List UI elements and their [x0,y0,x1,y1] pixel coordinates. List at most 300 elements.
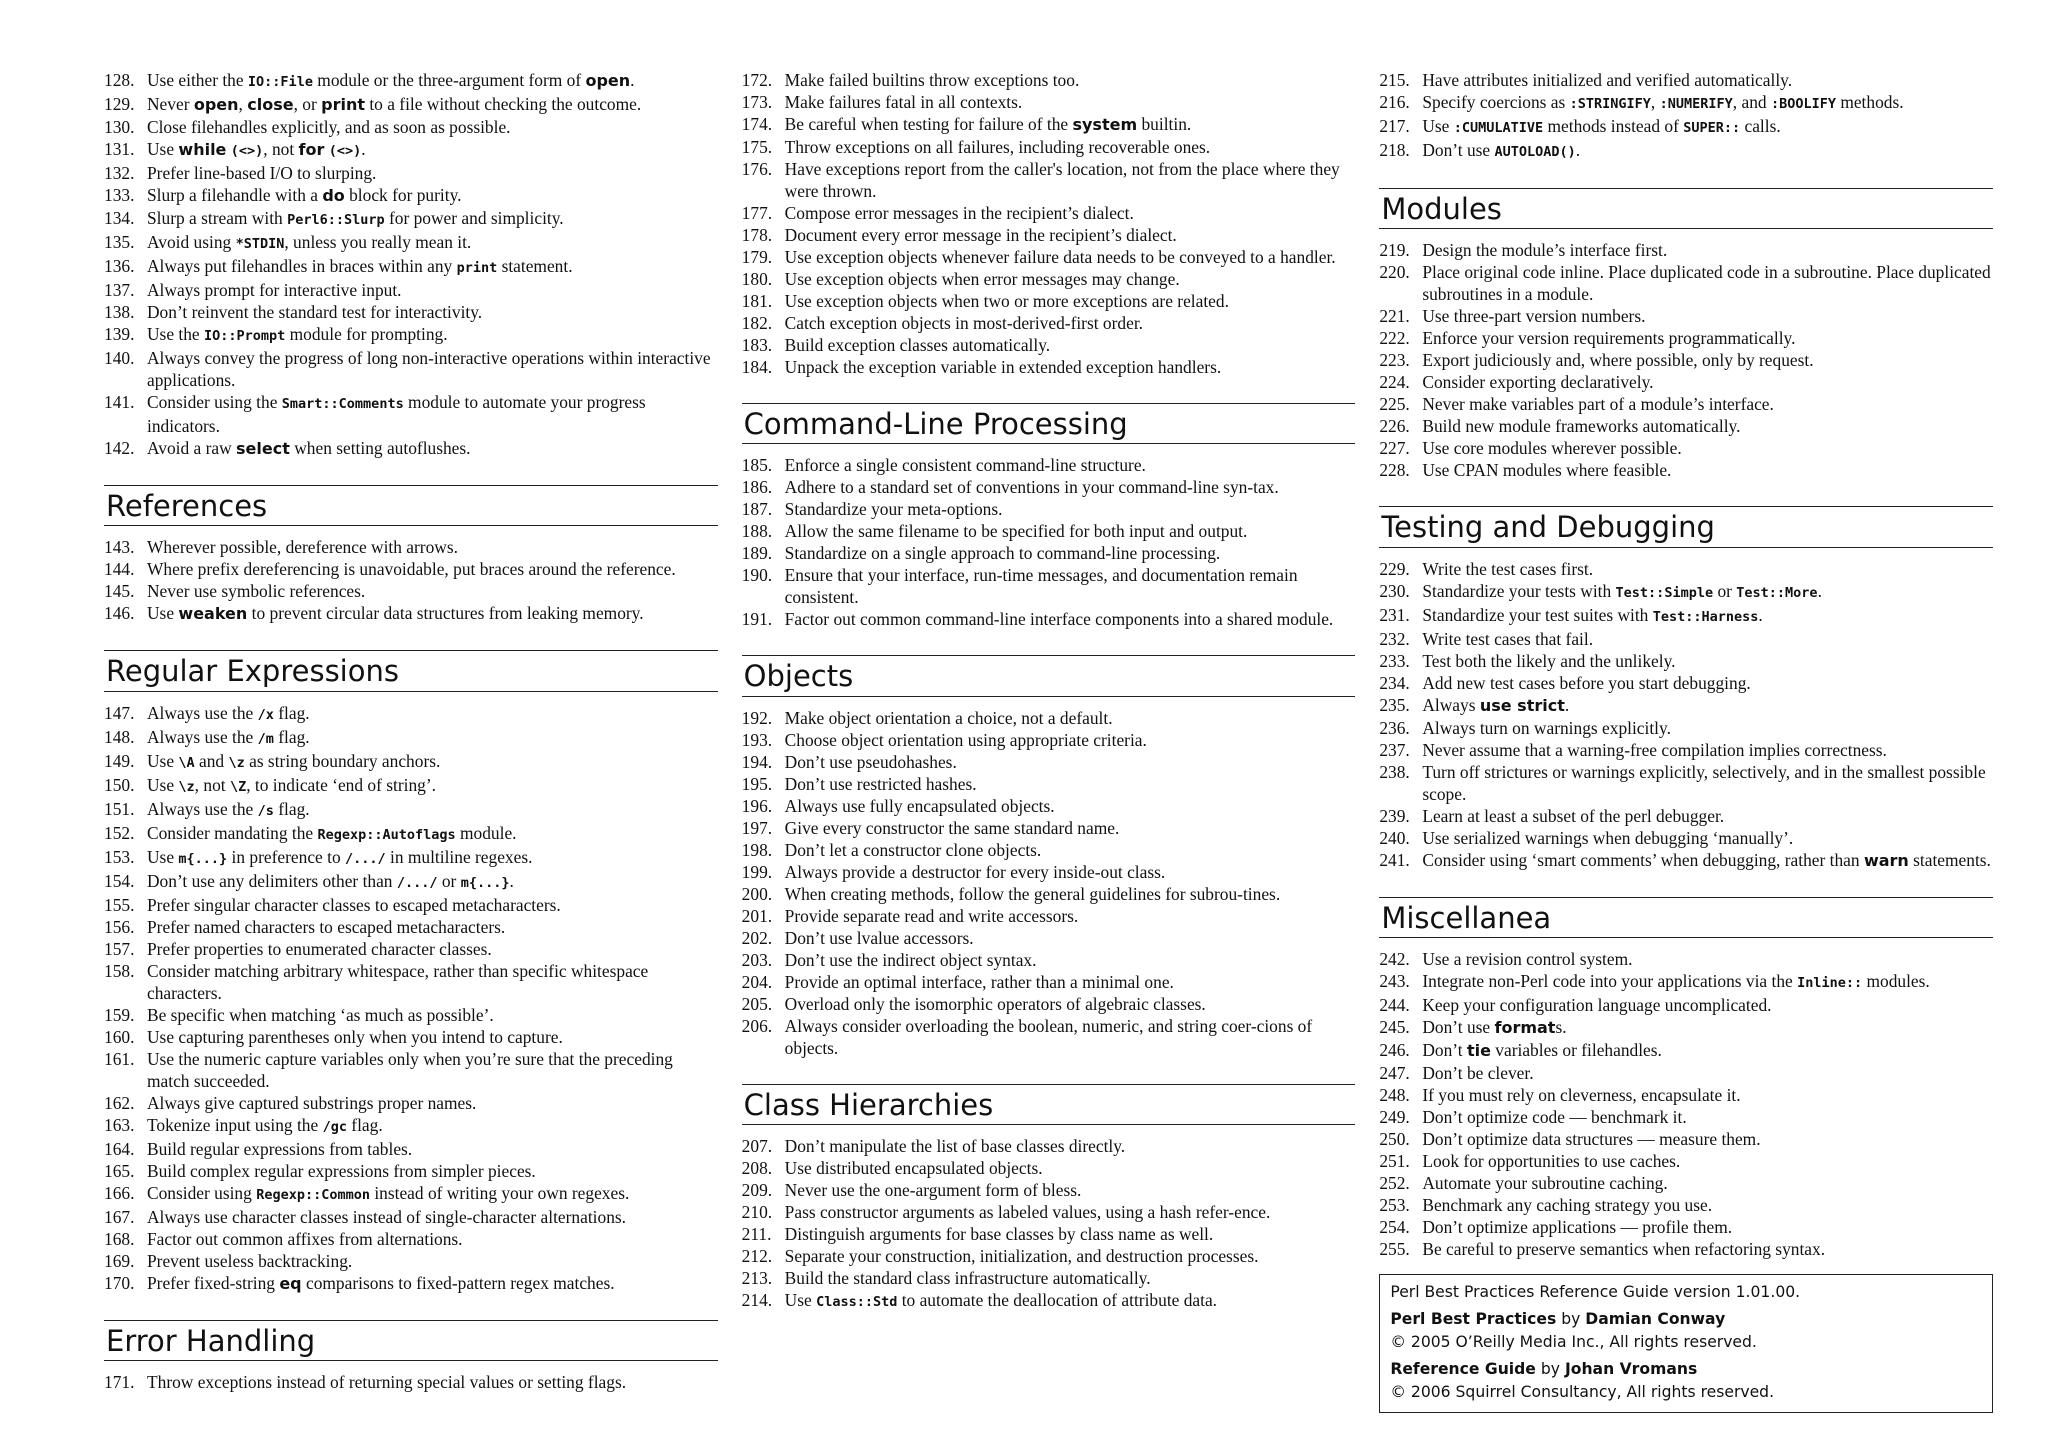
rule-item [1379,1084,1993,1106]
rule-item [742,1245,1356,1267]
rule-item [1379,305,1993,327]
rule-item [1379,261,1993,305]
rule-number: 137. [104,280,135,300]
code-term: /gc [322,1118,347,1135]
keyword: use strict [1479,695,1565,715]
rule-text: Close filehandles explicitly, and as soon as possible. [147,117,511,137]
rule-text: Use either the IO::File module or the three-argument form of open. [147,70,635,90]
rule-text: Consider mandating the Regexp::Autoflags module. [147,822,517,843]
rule-number: 148. [104,726,135,747]
rule-text: Overload only the isomorphic operators of algebraic classes. [784,993,1206,1014]
rule-text: Use exception objects when error messages may change. [784,269,1180,289]
rule-text: Throw exceptions instead of returning special values or setting flags. [147,1372,627,1393]
code-term: \A [178,754,195,771]
rule-number: 189. [741,543,773,564]
rule-item [742,949,1356,971]
rule-number: 192. [741,707,773,728]
guide-copyright: © 2006 Squirrel Consultancy, All rights reserved. [1390,1383,1775,1402]
guide-author: Johan Vromans [1564,1360,1698,1379]
rule-number: 176. [741,159,773,179]
rule-text: Prefer properties to enumerated character classes. [147,938,492,959]
rule-item [1379,827,1993,849]
rule-number: 219. [1379,240,1410,261]
rule-number: 136. [104,256,135,276]
rule-number: 206. [741,1015,773,1036]
rule-number: 143. [104,537,135,558]
rule-number: 160. [104,1026,135,1047]
rule-text: Never assume that a warning-free compilation implies correctness. [1422,739,1887,760]
rule-text: Prefer fixed-string eq comparisons to fixed-pattern regex matches. [147,1272,615,1293]
rule-number: 249. [1379,1107,1410,1128]
rule-number: 135. [104,232,135,252]
rule-item [1379,239,1993,261]
rule-list-continued [104,69,718,460]
rule-text: If you must rely on cleverness, encapsulate it. [1422,1085,1741,1106]
rule-number: 190. [741,565,773,586]
rule-text: When creating methods, follow the general guidelines for subrou-tines. [784,883,1281,904]
rule-number: 246. [1379,1040,1410,1061]
rule-number: 146. [104,603,135,624]
code-term: \Z [229,778,247,795]
code-term: Inline:: [1797,975,1863,992]
rule-item [1379,1238,1993,1260]
code-term: /s [257,802,274,819]
rule-text: Standardize your test suites with Test::Harness. [1422,604,1763,625]
rule-text: Use the numeric capture variables only when you’re sure that the preceding match succeeded. [147,1048,673,1091]
rule-item [104,1114,718,1138]
rule-text: Export judiciously and, where possible, only by request. [1422,350,1814,371]
rule-text: Build the standard class infrastructure automatically. [784,1268,1151,1289]
rule-text: Provide separate read and write accessors. [784,905,1079,926]
rule-list-regular-expressions [104,702,718,1295]
rule-item [742,795,1356,817]
rule-item [742,136,1356,158]
rule-text: Build exception classes automatically. [784,335,1051,355]
rule-text: Write the test cases first. [1422,558,1594,579]
rule-number: 155. [104,894,135,915]
rule-text: Integrate non-Perl code into your applications via the Inline:: modules. [1422,971,1930,992]
code-term: :BOOLIFY [1770,96,1836,112]
rule-item [742,268,1356,290]
rule-number: 217. [1379,116,1410,136]
rule-text: Never make variables part of a module’s interface. [1422,394,1774,415]
rule-item [104,279,718,301]
rule-text: Always use the /m flag. [147,726,310,747]
rule-text: Use three-part version numbers. [1422,306,1646,327]
rule-number: 152. [104,822,135,843]
rule-text: Use :CUMULATIVE methods instead of SUPER:: calls. [1422,116,1781,136]
rule-number: 214. [741,1290,773,1311]
rule-number: 215. [1379,70,1410,90]
rule-item [1379,1172,1993,1194]
rule-number: 147. [104,702,135,723]
rule-text: Use weaken to prevent circular data structures from leaking memory. [147,603,644,624]
rule-text: Use a revision control system. [1422,949,1633,970]
rule-item [104,1228,718,1250]
rule-text: Write test cases that fail. [1422,628,1594,649]
rule-item [1379,91,1993,115]
keyword: select [236,439,290,458]
rule-text: Always use fully encapsulated objects. [784,795,1055,816]
rule-number: 211. [741,1224,772,1245]
rule-text: Use \z, not \Z, to indicate ‘end of string’. [147,774,436,795]
rule-text: Don’t optimize data structures — measure them. [1422,1129,1761,1150]
rule-number: 182. [741,313,773,333]
code-term: Test::Simple [1615,584,1714,601]
rule-number: 197. [741,817,773,838]
rule-item [1379,1062,1993,1084]
rule-item [742,356,1356,378]
rule-item [742,905,1356,927]
rule-text: Document every error message in the recipient’s dialect. [784,225,1177,245]
rule-number: 247. [1379,1063,1410,1084]
rule-number: 234. [1379,672,1410,693]
guide-title: Reference Guide [1390,1360,1536,1379]
rule-item [742,69,1356,91]
rule-text: Use distributed encapsulated objects. [784,1158,1043,1179]
rule-item [104,1182,718,1206]
code-term: /x [257,706,274,723]
rule-number: 133. [104,185,135,205]
rule-item [742,1267,1356,1289]
rule-number: 153. [104,846,135,867]
rule-number: 140. [104,348,135,368]
rule-number: 205. [741,993,773,1014]
rule-text: Don’t optimize applications — profile them. [1422,1217,1733,1238]
rule-number: 142. [104,438,135,458]
rule-text: Don’t use the indirect object syntax. [784,949,1037,970]
rule-number: 156. [104,916,135,937]
rule-number: 183. [741,335,773,355]
rule-text: Use core modules wherever possible. [1422,438,1682,459]
keyword: open [193,95,239,114]
rule-text: Learn at least a subset of the perl debugger. [1422,805,1725,826]
rule-text: Automate your subroutine caching. [1422,1173,1668,1194]
rule-item [104,894,718,916]
rule-text: Consider matching arbitrary whitespace, rather than specific whitespace characters. [147,960,649,1003]
code-term: :STRINGIFY [1569,96,1651,112]
rule-item [104,437,718,460]
rule-number: 132. [104,163,135,183]
rule-text: Enforce your version requirements programmatically. [1422,328,1796,349]
column-right [1379,69,1993,1447]
keyword: do [322,186,345,205]
rule-item [1379,115,1993,139]
rule-number: 251. [1379,1151,1410,1172]
rule-number: 226. [1379,416,1410,437]
rule-number: 159. [104,1004,135,1025]
rule-list-miscellanea [1379,948,1993,1260]
rule-item [742,476,1356,498]
rule-item [742,608,1356,630]
rule-text: Build complex regular expressions from simpler pieces. [147,1160,536,1181]
rule-number: 240. [1379,827,1410,848]
rule-text: Consider using ‘smart comments’ when debugging, rather than warn statements. [1422,849,1991,870]
section-title-regular-expressions: Regular Expressions [104,650,718,691]
code-term: IO::Prompt [204,328,286,344]
rule-text: Consider using the Smart::Comments module to automate your progress indicators. [147,392,646,436]
rule-text: Don’t use pseudohashes. [784,751,957,772]
rule-text: Build regular expressions from tables. [147,1138,413,1159]
rule-text: Use Class::Std to automate the deallocation of attribute data. [784,1290,1218,1311]
rule-number: 253. [1379,1195,1410,1216]
rule-text: Always prompt for interactive input. [147,280,402,300]
rule-text: Don’t let a constructor clone objects. [784,839,1042,860]
rule-text: Pass constructor arguments as labeled values, using a hash refer-ence. [784,1202,1271,1223]
rule-item [1379,994,1993,1016]
section-title-modules: Modules [1379,188,1993,229]
code-term: Test::Harness [1652,608,1759,625]
rule-item [104,255,718,279]
rule-text: Prefer line-based I/O to slurping. [147,163,377,183]
rule-number: 193. [741,729,773,750]
rule-text: Have attributes initialized and verified automatically. [1422,70,1793,90]
rule-number: 201. [741,905,773,926]
rule-text: Use \A and \z as string boundary anchors. [147,750,441,771]
rule-item [1379,459,1993,481]
rule-number: 175. [741,137,773,157]
rule-list-class-hierarchies [742,1135,1356,1313]
rule-number: 228. [1379,460,1410,481]
rule-item [742,91,1356,113]
rule-number: 194. [741,751,773,772]
rule-number: 210. [741,1202,773,1223]
rule-number: 151. [104,798,135,819]
rule-text: Consider using Regexp::Common instead of writing your own regexes. [147,1182,630,1203]
rule-number: 166. [104,1182,135,1203]
rule-text: Always put filehandles in braces within any print statement. [147,256,573,276]
rule-number: 209. [741,1180,773,1201]
rule-number: 171. [104,1372,135,1393]
rule-item [742,1179,1356,1201]
code-term: m{...} [178,850,228,867]
section-title-miscellanea: Miscellanea [1379,897,1993,938]
rule-number: 242. [1379,949,1410,970]
rule-text: Slurp a filehandle with a do block for purity. [147,185,462,205]
rule-item [104,1160,718,1182]
rule-text: Look for opportunities to use caches. [1422,1151,1681,1172]
rule-number: 138. [104,302,135,322]
rule-item [104,391,718,437]
rule-number: 233. [1379,650,1410,671]
rule-text: Make object orientation a choice, not a default. [784,707,1113,728]
code-term: (<>) [328,143,362,159]
rule-text: Catch exception objects in most-derived-first order. [784,313,1144,333]
rule-number: 212. [741,1246,773,1267]
rule-item [104,580,718,602]
rule-text: Always consider overloading the boolean, numeric, and string coer-cions of objects. [784,1015,1313,1058]
rule-item [1379,139,1993,163]
rule-item [1379,672,1993,694]
rule-item [1379,558,1993,580]
rule-text: Avoid using *STDIN, unless you really mean it. [147,232,472,252]
rule-list-continued [1379,69,1993,163]
rule-item [742,927,1356,949]
rule-item [1379,948,1993,970]
rule-text: Unpack the exception variable in extended exception handlers. [784,357,1222,377]
code-term: Test::More [1736,584,1818,601]
rule-item [104,1004,718,1026]
rule-number: 169. [104,1250,135,1271]
rule-item [104,301,718,323]
rule-text: Don’t use AUTOLOAD(). [1422,140,1581,160]
rule-text: Use while (<>), not for (<>). [147,139,366,159]
rule-item [1379,1150,1993,1172]
rule-number: 245. [1379,1017,1410,1038]
code-term: m{...} [460,874,510,891]
rule-number: 227. [1379,438,1410,459]
rule-text: Tokenize input using the /gc flag. [147,1114,383,1135]
rule-text: Compose error messages in the recipient’s dialect. [784,203,1134,223]
colophon-box [1379,1274,1993,1413]
rule-number: 186. [741,477,773,498]
rule-text: Be careful when testing for failure of the system builtin. [784,114,1192,134]
rule-number: 149. [104,750,135,771]
column-middle [742,69,1356,1447]
rule-item [104,774,718,798]
rule-item [742,454,1356,476]
rule-number: 254. [1379,1217,1410,1238]
rule-item [742,202,1356,224]
rule-text: Always use character classes instead of single-character alternations. [147,1206,626,1227]
rule-text: Have exceptions report from the caller's location, not from the place where they were thrown. [784,159,1340,201]
rule-text: Turn off strictures or warnings explicitly, selectively, and in the smallest possible scope. [1422,761,1986,804]
rule-number: 222. [1379,328,1410,349]
rule-item [1379,717,1993,739]
code-term: /.../ [396,874,438,891]
rule-item [104,960,718,1004]
rule-number: 170. [104,1272,135,1293]
rule-text: Test both the likely and the unlikely. [1422,650,1676,671]
rule-number: 213. [741,1268,773,1289]
rule-number: 167. [104,1206,135,1227]
rule-number: 208. [741,1158,773,1179]
rule-text: Throw exceptions on all failures, including recoverable ones. [784,137,1211,157]
rule-number: 218. [1379,140,1410,160]
book-author: Damian Conway [1585,1310,1726,1329]
rule-item [1379,327,1993,349]
rule-text: Don’t reinvent the standard test for interactivity. [147,302,483,322]
rule-item [104,558,718,580]
rule-text: Always give captured substrings proper names. [147,1092,477,1113]
rule-number: 180. [741,269,773,289]
code-term: \z [178,778,195,795]
rule-number: 130. [104,117,135,137]
rule-number: 177. [741,203,773,223]
rule-list-testing-and-debugging [1379,558,1993,872]
rule-text: Don’t manipulate the list of base classes directly. [784,1136,1126,1157]
rule-item [742,971,1356,993]
rule-item [1379,415,1993,437]
rule-text: Use m{...} in preference to /.../ in multiline regexes. [147,846,533,867]
code-term: /.../ [345,850,386,867]
rule-item [1379,1039,1993,1062]
section-title-class-hierarchies: Class Hierarchies [742,1084,1356,1125]
rule-text: Design the module’s interface first. [1422,240,1668,261]
rule-text: Slurp a stream with Perl6::Slurp for power and simplicity. [147,208,564,228]
rule-text: Be careful to preserve semantics when refactoring syntax. [1422,1239,1826,1260]
rule-item [104,323,718,347]
rule-text: Give every constructor the same standard name. [784,817,1120,838]
rule-item [104,846,718,870]
rule-text: Distinguish arguments for base classes by class name as well. [784,1224,1214,1245]
rule-text: Be specific when matching ‘as much as possible’. [147,1004,494,1025]
code-term: Regexp::Autoflags [317,826,456,843]
rule-number: 207. [741,1136,773,1157]
rule-item [742,542,1356,564]
code-term: AUTOLOAD() [1494,144,1576,160]
rule-number: 141. [104,392,135,412]
rule-number: 158. [104,960,135,981]
rule-number: 172. [741,70,773,90]
rule-item [1379,761,1993,805]
rule-number: 174. [741,114,773,134]
rule-item [104,162,718,184]
keyword: eq [279,1273,302,1293]
rule-number: 199. [741,861,773,882]
rule-item [1379,69,1993,91]
rule-number: 145. [104,581,135,602]
keyword: warn [1863,850,1909,870]
rule-number: 236. [1379,717,1410,738]
rule-number: 255. [1379,1239,1410,1260]
rule-item [1379,739,1993,761]
rule-number: 232. [1379,628,1410,649]
rule-item [104,536,718,558]
rule-text: Always provide a destructor for every inside-out class. [784,861,1166,882]
rule-item [104,1048,718,1092]
rule-number: 165. [104,1160,135,1181]
rule-number: 128. [104,70,135,90]
rule-item [104,1026,718,1048]
rule-item [104,870,718,894]
rule-item [104,916,718,938]
rule-number: 216. [1379,92,1410,112]
rule-item [742,224,1356,246]
rule-text: Factor out common command-line interface components into a shared module. [784,609,1334,630]
rule-text: Don’t tie variables or filehandles. [1422,1040,1662,1061]
rule-item [742,158,1356,202]
rule-text: Standardize your tests with Test::Simple or Test::More. [1422,580,1822,601]
rule-item [1379,1216,1993,1238]
code-term: (<>) [230,143,264,159]
rule-item [104,1272,718,1295]
rule-item [104,1138,718,1160]
rule-item [104,347,718,391]
rule-text: Use CPAN modules where feasible. [1422,460,1672,481]
keyword: tie [1466,1041,1491,1061]
section-title-objects: Objects [742,655,1356,696]
code-term: :CUMULATIVE [1453,120,1544,136]
rule-number: 173. [741,92,773,112]
rule-item [742,707,1356,729]
keyword: system [1072,115,1138,134]
code-term: SUPER:: [1683,120,1741,136]
rule-item [742,246,1356,268]
rule-text: Don’t use formats. [1422,1017,1567,1038]
rule-item [742,113,1356,136]
rule-item [742,839,1356,861]
rule-text: Choose object orientation using appropriate criteria. [784,729,1147,750]
rule-number: 131. [104,139,135,159]
rule-item [742,498,1356,520]
code-term: Class::Std [816,1294,898,1311]
rule-item [742,1201,1356,1223]
rule-text: Make failed builtins throw exceptions too. [784,70,1080,90]
rule-item [1379,1194,1993,1216]
rule-number: 178. [741,225,773,245]
rule-number: 195. [741,773,773,794]
